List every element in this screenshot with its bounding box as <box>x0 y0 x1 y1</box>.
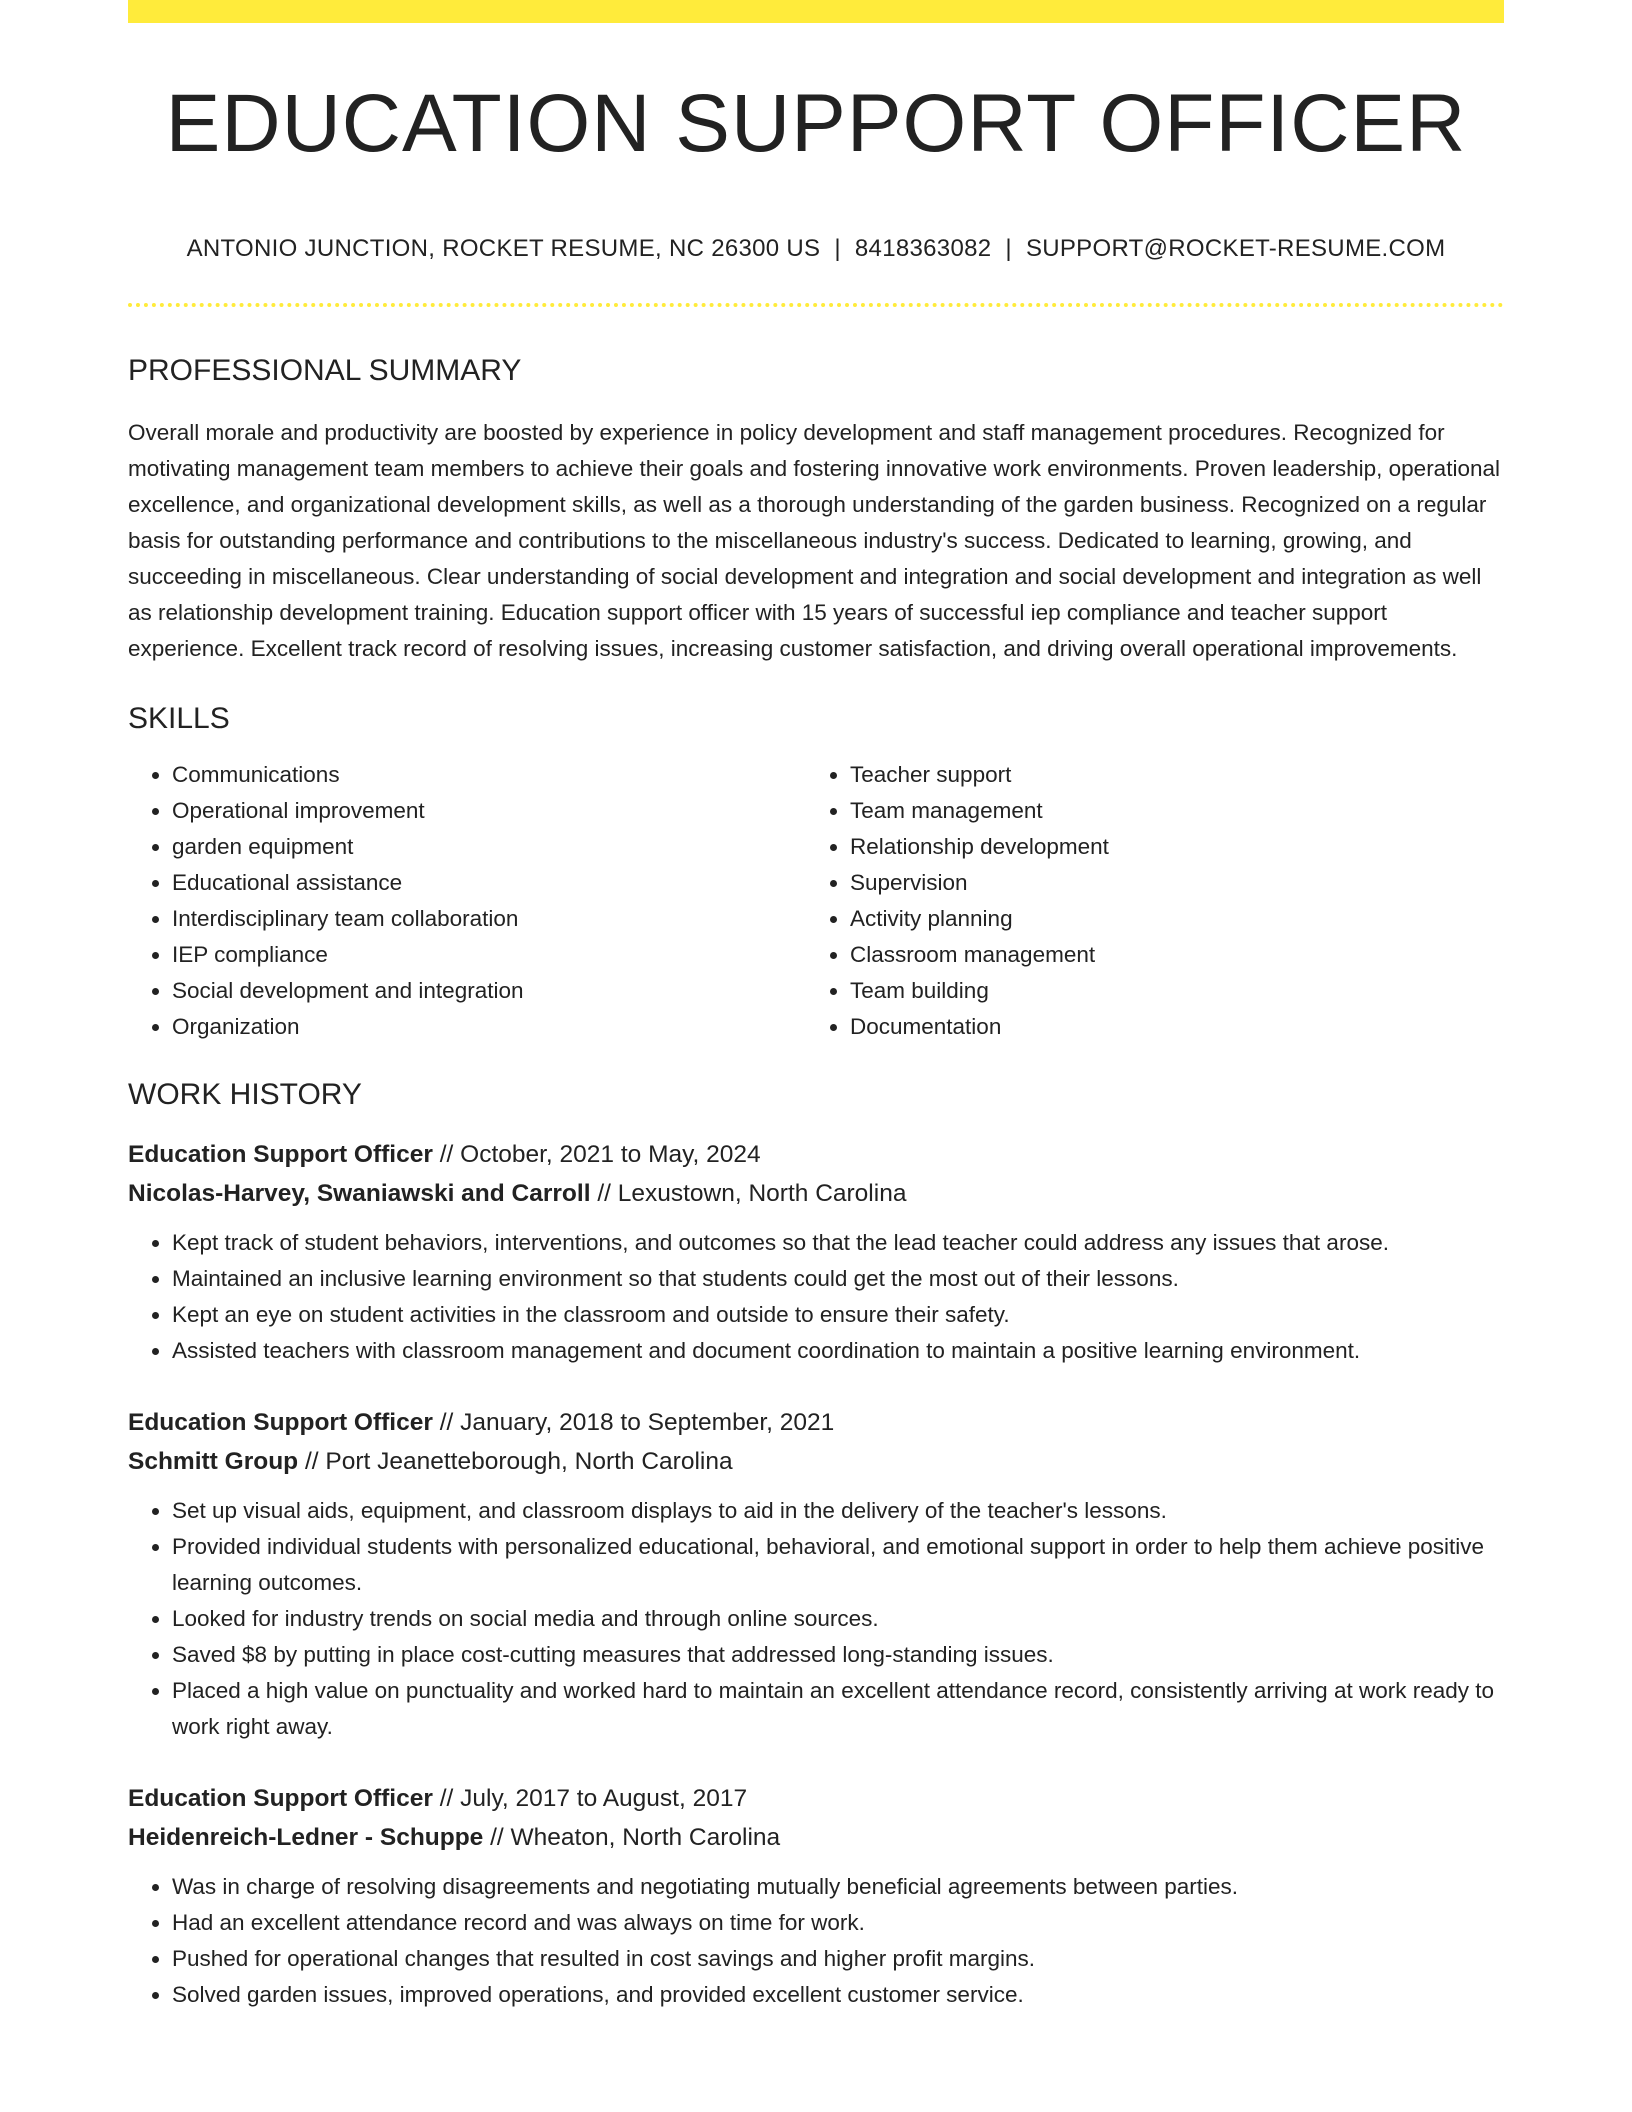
job-bullet: • Maintained an inclusive learning environment so that students could get the most out of their lessons. <box>172 1261 1504 1297</box>
job-bullet: • Kept track of student behaviors, interventions, and outcomes so that the lead teacher could address any issues that arose. <box>172 1225 1504 1261</box>
job-dates: // July, 2017 to August, 2017 <box>432 1785 748 1812</box>
job-bullet: • Assisted teachers with classroom management and document coordination to maintain a positive learning environment. <box>172 1333 1504 1369</box>
job-bullets <box>128 1225 1504 1369</box>
skill-item: • Activity planning <box>850 901 1484 937</box>
skill-item: • Communications <box>172 757 806 793</box>
job-entry <box>128 1135 1504 1369</box>
job-company: Heidenreich-Ledner - Schuppe <box>128 1824 484 1851</box>
job-bullet: • Provided individual students with personalized educational, behavioral, and emotional support in order to help them achieve positive learning outcomes. <box>172 1529 1504 1601</box>
skill-item: • garden equipment <box>172 829 806 865</box>
job-bullet: • Kept an eye on student activities in the classroom and outside to ensure their safety. <box>172 1297 1504 1333</box>
work-history-heading: WORK HISTORY <box>128 1078 362 1111</box>
job-company: Schmitt Group <box>128 1448 299 1475</box>
skills-grid <box>128 757 1504 1045</box>
job-company-line <box>128 1174 1504 1213</box>
contact-separator: | <box>1005 235 1012 262</box>
job-bullet: • Pushed for operational changes that resulted in cost savings and higher profit margins. <box>172 1941 1504 1977</box>
contact-address: ANTONIO JUNCTION, ROCKET RESUME, NC 26300 US <box>186 235 821 262</box>
job-bullets <box>128 1493 1504 1745</box>
skill-item: • Organization <box>172 1009 806 1045</box>
skill-item: • Relationship development <box>850 829 1484 865</box>
job-bullet: • Solved garden issues, improved operations, and provided excellent customer service. <box>172 1977 1504 2013</box>
skill-item: • Operational improvement <box>172 793 806 829</box>
job-company-line <box>128 1442 1504 1481</box>
job-bullets <box>128 1869 1504 2013</box>
summary-heading: PROFESSIONAL SUMMARY <box>128 354 522 387</box>
skills-column-right <box>806 757 1484 1045</box>
contact-line <box>128 235 1504 263</box>
skill-item: • IEP compliance <box>172 937 806 973</box>
job-bullet: • Looked for industry trends on social media and through online sources. <box>172 1601 1504 1637</box>
job-title: Education Support Officer <box>128 1409 433 1436</box>
skill-item: • Educational assistance <box>172 865 806 901</box>
job-title-line <box>128 1403 1504 1442</box>
job-bullet: • Saved $8 by putting in place cost-cutting measures that addressed long-standing issues. <box>172 1637 1504 1673</box>
job-location: // Port Jeanetteborough, North Carolina <box>298 1448 733 1475</box>
contact-separator: | <box>834 235 841 262</box>
job-dates: // October, 2021 to May, 2024 <box>432 1141 761 1168</box>
skills-column-left <box>128 757 806 1045</box>
skills-heading: SKILLS <box>128 702 230 735</box>
skill-item: • Documentation <box>850 1009 1484 1045</box>
job-bullet: • Set up visual aids, equipment, and classroom displays to aid in the delivery of the teacher's lessons. <box>172 1493 1504 1529</box>
job-title: Education Support Officer <box>128 1785 433 1812</box>
job-bullet: • Placed a high value on punctuality and worked hard to maintain an excellent attendance record, consistently arriving at work ready to work right away. <box>172 1673 1504 1745</box>
job-bullet: • Was in charge of resolving disagreements and negotiating mutually beneficial agreements between parties. <box>172 1869 1504 1905</box>
summary-text: Overall morale and productivity are boosted by experience in policy development and staff management procedures. Recognized for motivating management team members to achieve their goals and fostering innovative work environments. Proven leadership, operational excellence, and organizational development skills, as well as a thorough understanding of the garden business. Recognized on a regular basis for outstanding performance and contributions to the miscellaneous industry's success. Dedicated to learning, growing, and succeeding in miscellaneous. Clear understanding of social development and integration and social development and integration as well as relationship development training. Education support officer with 15 years of successful iep compliance and teacher support experience. Excellent track record of resolving issues, increasing customer satisfaction, and driving overall operational improvements. <box>128 420 1500 661</box>
skill-item: • Teacher support <box>850 757 1484 793</box>
skill-item: • Team management <box>850 793 1484 829</box>
job-title-line <box>128 1779 1504 1818</box>
job-location: // Lexustown, North Carolina <box>590 1180 907 1207</box>
resume-title: EDUCATION SUPPORT OFFICER <box>165 78 1467 169</box>
contact-phone: 8418363082 <box>854 235 992 262</box>
job-bullet: • Had an excellent attendance record and was always on time for work. <box>172 1905 1504 1941</box>
dotted-divider <box>128 303 1504 307</box>
job-dates: // January, 2018 to September, 2021 <box>432 1409 835 1436</box>
skill-item: • Interdisciplinary team collaboration <box>172 901 806 937</box>
job-title: Education Support Officer <box>128 1141 433 1168</box>
job-entry <box>128 1403 1504 1745</box>
skill-item: • Social development and integration <box>172 973 806 1009</box>
job-company: Nicolas-Harvey, Swaniawski and Carroll <box>128 1180 591 1207</box>
resume-page <box>128 0 1504 2013</box>
skill-item: • Classroom management <box>850 937 1484 973</box>
job-location: // Wheaton, North Carolina <box>483 1824 781 1851</box>
top-accent-bar <box>128 0 1504 23</box>
skill-item: • Team building <box>850 973 1484 1009</box>
contact-email: SUPPORT@ROCKET-RESUME.COM <box>1025 235 1446 262</box>
job-title-line <box>128 1135 1504 1174</box>
job-entry <box>128 1779 1504 2013</box>
skill-item: • Supervision <box>850 865 1484 901</box>
job-company-line <box>128 1818 1504 1857</box>
